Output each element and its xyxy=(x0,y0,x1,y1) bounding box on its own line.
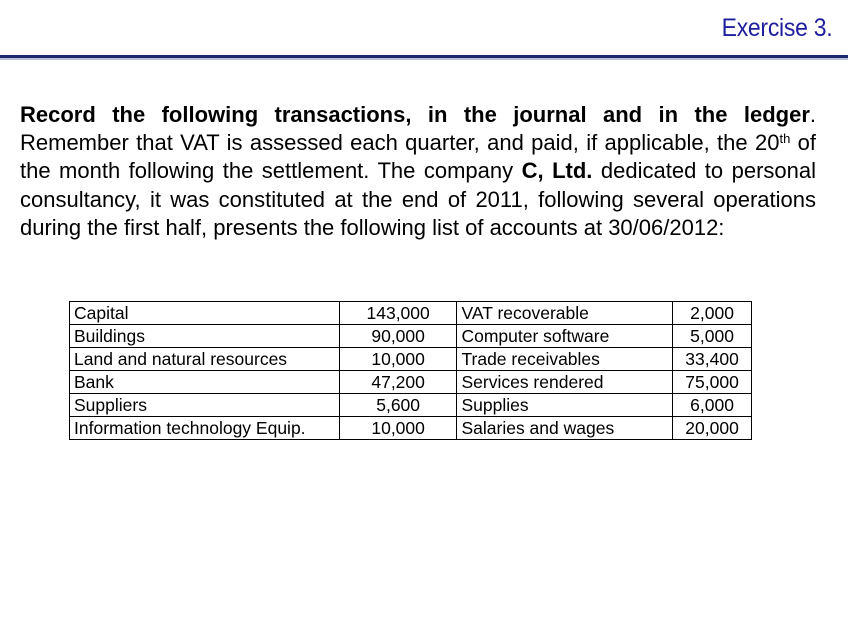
account-name: Services rendered xyxy=(457,371,673,394)
table-row xyxy=(70,394,752,417)
instructions-paragraph xyxy=(20,101,816,242)
account-name: Buildings xyxy=(70,325,340,348)
account-amount: 75,000 xyxy=(673,371,752,394)
account-name: Bank xyxy=(70,371,340,394)
account-name: Computer software xyxy=(457,325,673,348)
table-row xyxy=(70,302,752,325)
instruction-lead-end: . xyxy=(809,102,816,127)
account-amount: 47,200 xyxy=(339,371,457,394)
table-row xyxy=(70,325,752,348)
title-rule-shadow xyxy=(0,58,848,60)
account-name: Salaries and wages xyxy=(457,417,673,440)
account-amount: 143,000 xyxy=(339,302,457,325)
instruction-text-3: dedicated to personal consultancy, it was constituted at the end of 2011, following several operations during the first half, presents the following list of accounts at 30/06/2012: xyxy=(20,158,816,240)
account-amount: 20,000 xyxy=(673,417,752,440)
instruction-text-2: of the month following the settlement. The company xyxy=(20,130,816,184)
instruction-lead: Record the following transactions, in the journal and in the ledger xyxy=(20,102,810,127)
slide-title: Exercise 3. xyxy=(721,14,832,42)
account-amount: 33,400 xyxy=(673,348,752,371)
ordinal-superscript: th xyxy=(779,131,791,147)
account-name: Information technology Equip. xyxy=(70,417,340,440)
instruction-text-1: Remember that VAT is assessed each quarter, and paid, if applicable, the 20 xyxy=(20,130,780,156)
account-amount: 5,000 xyxy=(673,325,752,348)
table-row xyxy=(70,417,752,440)
account-name: Capital xyxy=(70,302,340,325)
account-amount: 2,000 xyxy=(673,302,752,325)
account-amount: 5,600 xyxy=(339,394,457,417)
account-name: Trade receivables xyxy=(457,348,673,371)
account-amount: 90,000 xyxy=(339,325,457,348)
account-amount: 10,000 xyxy=(339,348,457,371)
table-row xyxy=(70,371,752,394)
accounts-table xyxy=(69,301,752,440)
table-row xyxy=(70,348,752,371)
account-amount: 10,000 xyxy=(339,417,457,440)
account-name: Land and natural resources xyxy=(70,348,340,371)
company-name: C, Ltd. xyxy=(521,158,593,184)
account-name: Suppliers xyxy=(70,394,340,417)
account-name: Supplies xyxy=(457,394,673,417)
account-amount: 6,000 xyxy=(673,394,752,417)
account-name: VAT recoverable xyxy=(457,302,673,325)
